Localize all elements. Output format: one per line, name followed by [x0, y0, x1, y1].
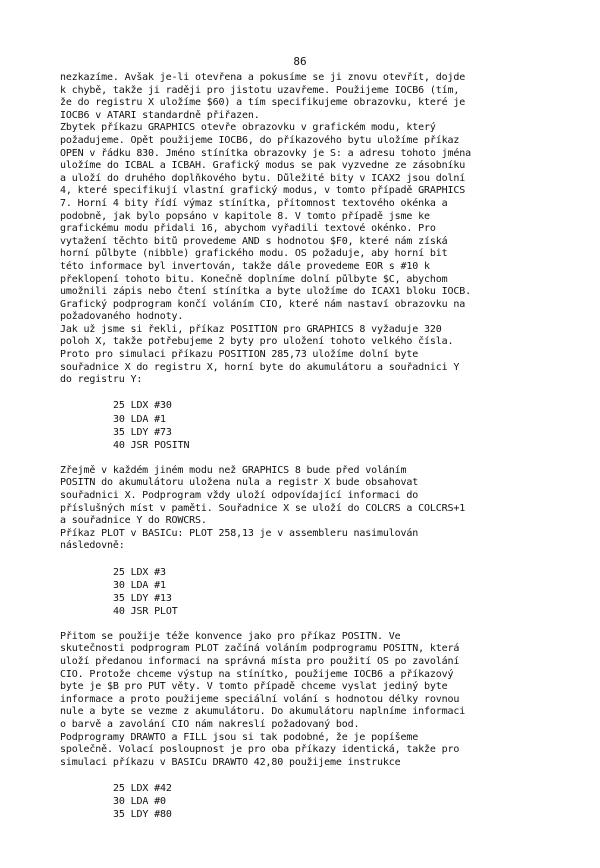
code-line: 40 JSR POSITN: [113, 440, 190, 451]
text-line: do registru Y:: [60, 374, 143, 386]
page-number: 86: [293, 55, 307, 68]
code-line: 30 LDA #1: [113, 413, 166, 425]
paragraph-positn: [60, 465, 555, 553]
text-line: umožnili zápis nebo čtení stínítka a byte uložíme do ICAX1 bloku IOCB.: [60, 286, 471, 298]
paragraph-graphics: [60, 122, 555, 324]
text-line: Proto pro simulaci příkazu POSITION 285,73 uložíme dolní byte: [60, 349, 419, 361]
text-line: Jak už jsme si řekli, příkaz POSITION pro GRAPHICS 8 vyžaduje 320: [60, 323, 442, 335]
text-line: souřadnice X do registru X, horní byte do akumulátoru a souřadnici Y: [60, 361, 460, 373]
code-block-drawto: [113, 782, 555, 822]
text-line: překlopení tohoto bitu. Konečně doplníme dolní půlbyte $C, abychom: [60, 273, 448, 285]
code-line: 25 LDX #30: [113, 400, 172, 412]
text-line: příslušných míst v paměti. Souřadnice X se uloží do COLCRS a COLCRS+1: [60, 502, 466, 514]
text-line: Grafický podprogram končí voláním CIO, které nám nastaví obrazovku na: [60, 298, 466, 310]
text-line: Podprogramy DRAWTO a FILL jsou si tak podobné, že je popíšeme: [60, 731, 419, 743]
text-line: informace a proto použijeme speciální volání s hodnotou délky rovnou: [60, 693, 460, 705]
text-line: vytažení těchto bitů provedeme AND s hodnotou $F0, které nám získá: [60, 235, 448, 247]
code-block-plot: [113, 566, 555, 619]
text-line: podobně, jak bylo popsáno v kapitole 8. V tomto případě jsme ke: [60, 210, 430, 222]
text-line: a uloží do druhého doplňkového bytu. Důležité bity v ICAX2 jsou dolní: [60, 172, 466, 184]
text-line: této informace byl invertován, takže dále provedeme EOR s #10 k: [60, 260, 430, 272]
text-line: POSITN do akumulátoru uložena nula a registr X bude obsahovat: [60, 477, 419, 489]
text-line: IOCB6 v ATARI standardně přiřazen.: [60, 109, 260, 121]
code-line: 30 LDA #0: [113, 796, 166, 808]
page-text: [60, 72, 555, 822]
text-line: CIO. Protože chceme výstup na stínítko, použijeme IOCB6 a příkazový: [60, 668, 454, 680]
paragraph-plot: [60, 631, 555, 770]
code-block-position: [113, 399, 555, 452]
code-line: 30 LDA #1: [113, 579, 166, 591]
text-line: nule a byte se vezme z akumulátoru. Do akumulátoru naplníme informaci: [60, 706, 466, 718]
text-line: horní půlbyte (nibble) grafického modu. OS požaduje, aby horní bit: [60, 248, 448, 260]
code-line: 35 LDY #73: [113, 426, 172, 438]
text-line: Příkaz PLOT v BASICu: PLOT 258,13 je v assembleru nasimulován: [60, 527, 419, 539]
text-line: že do registru X uložíme $60) a tím specifikujeme obrazovku, které je: [60, 97, 466, 109]
text-line: požadovaného hodnoty.: [60, 311, 184, 323]
paragraph-1: [60, 72, 555, 122]
text-line: simulaci příkazu v BASICu DRAWTO 42,80 použijeme instrukce: [60, 756, 401, 768]
code-line: 25 LDX #42: [113, 783, 172, 794]
code-line: 25 LDX #3: [113, 566, 166, 578]
text-line: grafickému modu přidali 16, abychom vyřadili textové okénko. Pro: [60, 223, 436, 235]
text-line: následovně:: [60, 540, 125, 552]
text-line: Zřejmě v každém jiném modu než GRAPHICS 8 bude před voláním: [60, 464, 407, 476]
code-line: 35 LDY #80: [113, 809, 172, 821]
text-line: poloh X, takže potřebujeme 2 byty pro uložení tohoto velkého čísla.: [60, 336, 454, 348]
paragraph-position: [60, 324, 555, 387]
code-line: 40 JSR PLOT: [113, 606, 178, 618]
text-line: byte je $B pro PUT věty. V tomto případě chceme vyslat jediný byte: [60, 681, 448, 693]
text-line: uloží předanou informaci na správná místa pro použití OS po zavolání: [60, 656, 460, 668]
spacer: [60, 387, 555, 400]
spacer: [60, 452, 555, 465]
text-line: souřadnici X. Podprogram vždy uloží odpovídající informaci do: [60, 489, 419, 501]
text-line: společně. Volací posloupnost je pro oba příkazy identická, takže pro: [60, 744, 460, 756]
text-line: 7. Horní 4 bity řídí výmaz stínítka, přítomnost textového okénka a: [60, 197, 448, 209]
text-line: a souřadnice Y do ROWCRS.: [60, 515, 207, 527]
spacer: [60, 769, 555, 782]
text-line: 4, které specifikují vlastní grafický modus, v tomto případě GRAPHICS: [60, 185, 466, 197]
text-line: Zbytek příkazu GRAPHICS otevře obrazovku v grafickém modu, který: [60, 122, 436, 134]
spacer: [60, 618, 555, 631]
text-line: nezkazíme. Avšak je-li otevřena a pokusíme se ji znovu otevřít, dojde: [60, 72, 466, 83]
text-line: Přitom se použije téže konvence jako pro příkaz POSITN. Ve: [60, 630, 401, 642]
text-line: k chybě, takže ji raději pro jistotu uzavřeme. Použijeme IOCB6 (tím,: [60, 84, 460, 96]
text-line: skutečnosti podprogram PLOT začíná voláním podprogramu POSITN, která: [60, 643, 460, 655]
text-line: uložíme do ICBAL a ICBAH. Grafický modus se pak vyzvedne ze zásobníku: [60, 160, 466, 172]
text-line: o barvě a zavolání CIO nám nakreslí požadovaný bod.: [60, 719, 360, 731]
spacer: [60, 553, 555, 566]
text-line: požadujeme. Opět použijeme IOCB6, do příkazového bytu uložíme příkaz: [60, 134, 460, 146]
code-line: 35 LDY #13: [113, 592, 172, 604]
text-line: OPEN v řádku 830. Jméno stínítka obrazovky je S: a adresu tohoto jména: [60, 147, 471, 159]
